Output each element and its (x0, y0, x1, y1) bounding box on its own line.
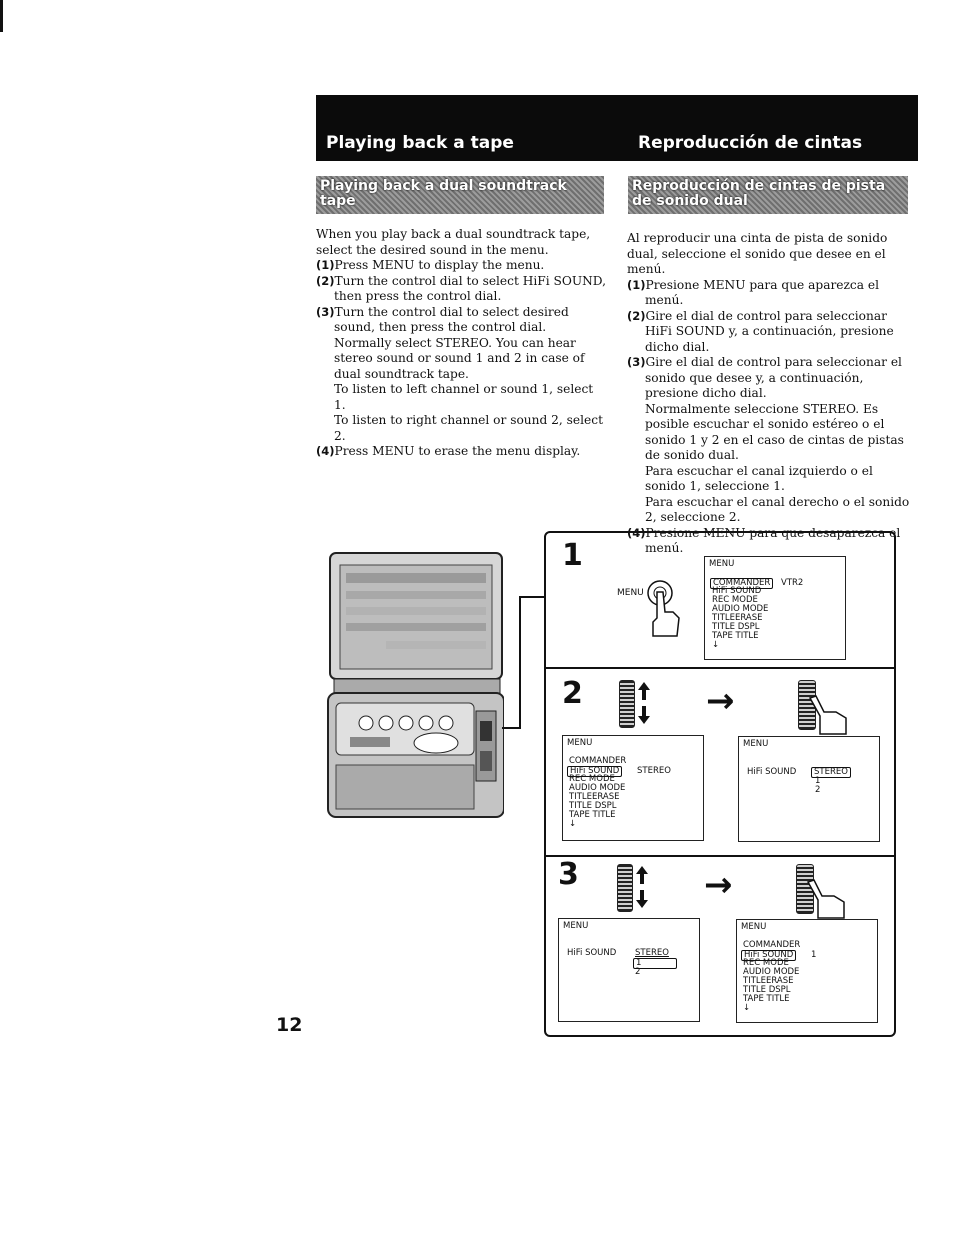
menu-item: TITLEERASE (569, 792, 620, 802)
menu-item: REC MODE (743, 958, 789, 968)
spanish-column (627, 231, 911, 557)
menu-item: TITLE DSPL (712, 622, 760, 632)
menu-item-hifi-sound: HiFi SOUND (567, 766, 622, 777)
header-bar (316, 95, 918, 161)
camcorder-icon (326, 551, 504, 819)
screen-title: MENU (741, 922, 767, 932)
note-text: Normally select STEREO. You can hear stereo sound or sound 1 and 2 in case of dual soundtrack tape. (334, 335, 585, 381)
option-1: 1 (815, 776, 821, 786)
camcorder-illustration (326, 551, 504, 819)
step-number: (4) (627, 525, 646, 540)
option-2: 2 (635, 967, 641, 977)
step-number-3: 3 (558, 857, 579, 892)
menu-item: TITLE DSPL (569, 801, 617, 811)
step-text: Turn the control dial to select desired sound, then press the control dial. (334, 304, 569, 334)
menu-item: TITLEERASE (712, 613, 763, 623)
step-text: Gire el dial de control para seleccionar el sonido que desee y, a continuación, presione dicho dial. (645, 355, 902, 400)
step-3 (316, 305, 606, 336)
header-title-en: Playing back a tape (326, 133, 514, 153)
menu-screen-step2-left (562, 735, 704, 841)
step-number: (2) (627, 308, 646, 323)
option-stereo: STEREO (811, 767, 851, 778)
menu-item: TITLE DSPL (743, 985, 791, 995)
screen-title: MENU (567, 738, 593, 748)
step-text: Gire el dial de control para seleccionar HiFi SOUND y, a continuación, presione dicho dial. (645, 308, 894, 354)
step-number: (1) (627, 277, 646, 292)
menu-item: REC MODE (569, 774, 615, 784)
more-arrow-icon: ↓ (712, 640, 720, 650)
option-2: 2 (815, 785, 821, 795)
next-arrow-icon: → (704, 865, 733, 905)
menu-item: HiFi SOUND (712, 586, 762, 596)
step-number: (2) (316, 273, 335, 288)
screen-title: MENU (743, 739, 769, 749)
hifi-sound-label: HiFi SOUND (567, 948, 617, 958)
menu-screen-step2-right (738, 736, 880, 842)
step-number: (4) (316, 444, 335, 458)
control-dial-icon (619, 680, 635, 728)
step-number: (1) (316, 258, 335, 272)
more-arrow-icon: ↓ (569, 819, 577, 829)
commander-value: VTR2 (781, 578, 804, 588)
divider (546, 855, 894, 857)
connector-line (500, 595, 548, 730)
more-arrow-icon: ↓ (743, 1003, 751, 1013)
hand-press-icon (806, 694, 850, 740)
menu-item: TAPE TITLE (712, 631, 759, 641)
menu-item: REC MODE (712, 595, 758, 605)
menu-screen-step3-left (558, 918, 700, 1022)
menu-item: COMMANDER (569, 756, 627, 766)
option-1-selected: 1 (633, 958, 677, 969)
divider (546, 667, 894, 669)
hifi-value: STEREO (637, 766, 671, 776)
menu-item: COMMANDER (743, 940, 801, 950)
menu-item-commander: COMMANDER (710, 578, 773, 589)
menu-item: TITLEERASE (743, 976, 794, 986)
step-number-2: 2 (562, 676, 583, 711)
step-text: Presione MENU para que desaparezca el menú. (645, 525, 901, 555)
section-heading-en: Playing back a dual soundtrack tape (316, 176, 604, 214)
step-4 (316, 444, 606, 460)
turn-arrows-icon (636, 680, 652, 726)
step-2 (627, 309, 911, 356)
option-stereo: STEREO (635, 948, 669, 958)
step-text: Press MENU to erase the menu display. (334, 444, 581, 458)
turn-arrows-icon (634, 864, 650, 910)
next-arrow-icon: → (706, 681, 735, 721)
control-dial-icon (617, 864, 633, 912)
menu-item: AUDIO MODE (712, 604, 769, 614)
header-title-es: Reproducción de cintas (638, 133, 863, 153)
step-number: (3) (316, 304, 335, 319)
menu-item-hifi-sound: HiFi SOUND (741, 950, 796, 961)
screen-title: MENU (709, 559, 735, 569)
hifi-sound-label: HiFi SOUND (747, 767, 797, 777)
step-3 (627, 355, 911, 402)
hand-press-icon (643, 578, 685, 640)
note-text: Para escuchar el canal izquierdo o el sonido 1, seleccione 1. (645, 463, 873, 493)
page-number: 12 (276, 1014, 303, 1036)
menu-item: TAPE TITLE (569, 810, 616, 820)
step-2 (316, 274, 606, 305)
intro-text: Al reproducir una cinta de pista de sonido dual, seleccione el sonido que desee en el menú. (627, 231, 888, 276)
section-heading-es: Reproducción de cintas de pista de sonido dual (628, 176, 908, 214)
step-1 (316, 258, 606, 274)
note-text: To listen to right channel or sound 2, select 2. (334, 413, 603, 443)
step-text: Presione MENU para que aparezca el menú. (645, 277, 880, 307)
step-number-1: 1 (562, 538, 583, 573)
menu-screen-step1 (704, 556, 846, 660)
step-text: Turn the control dial to select HiFi SOUND, then press the control dial. (334, 273, 606, 303)
note-text: To listen to left channel or sound 1, select 1. (334, 382, 594, 412)
note-text: Normalmente seleccione STEREO. Es posible escuchar el sonido estéreo o el sonido 1 y 2 en el caso de cintas de pistas de sonido dual. (645, 401, 904, 462)
hand-press-icon (804, 878, 848, 924)
menu-item: AUDIO MODE (743, 967, 800, 977)
english-column (316, 227, 606, 460)
menu-button-label: MENU (617, 588, 644, 598)
step-text: Press MENU to display the menu. (334, 258, 545, 272)
note-text: Para escuchar el canal derecho o el sonido 2, seleccione 2. (645, 494, 910, 524)
hifi-value: 1 (811, 950, 817, 960)
menu-item: TAPE TITLE (743, 994, 790, 1004)
step-number: (3) (627, 355, 646, 369)
menu-item: AUDIO MODE (569, 783, 626, 793)
intro-text: When you play back a dual soundtrack tape, select the desired sound in the menu. (316, 227, 591, 257)
screen-title: MENU (563, 921, 589, 931)
menu-screen-step3-right (736, 919, 878, 1023)
step-1 (627, 278, 911, 309)
margin-bar (0, 0, 3, 32)
